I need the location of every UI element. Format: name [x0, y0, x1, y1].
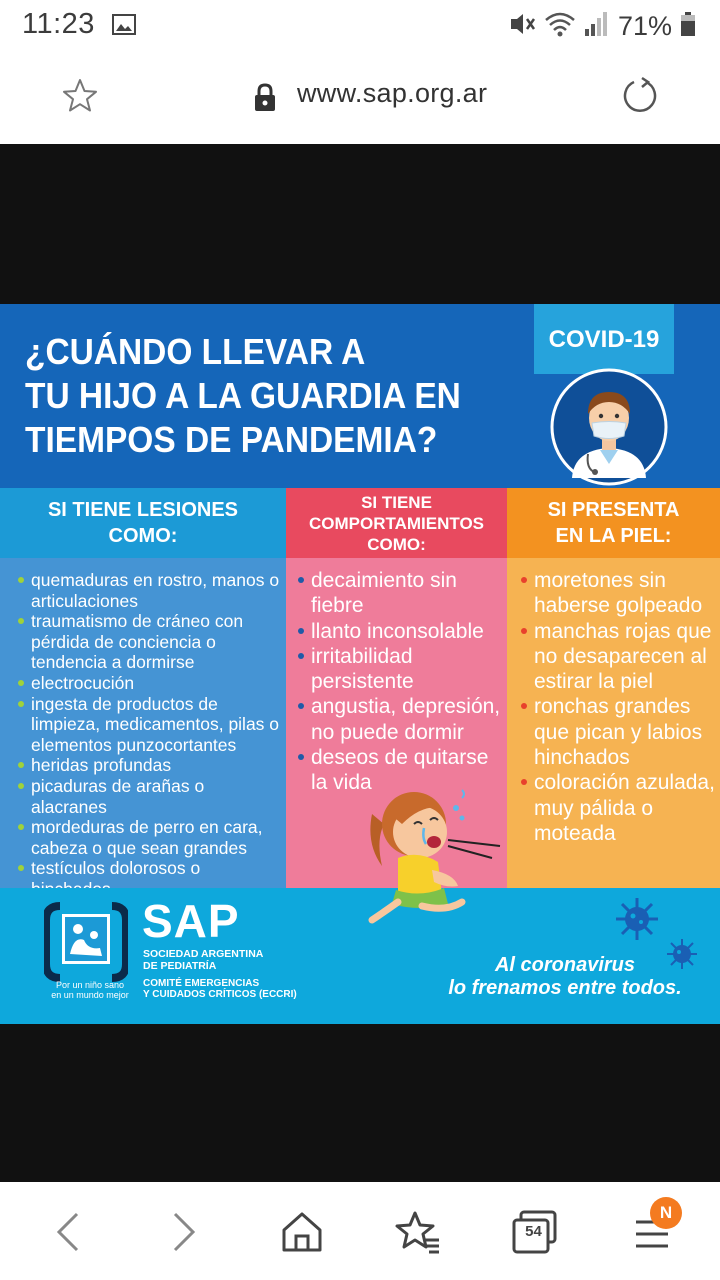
list-item: moretones sin haberse golpeado: [521, 568, 716, 619]
battery-percent: 71%: [617, 10, 672, 41]
org-line: DE PEDIATRÍA: [143, 960, 217, 972]
list-item: ronchas grandes que pican y labios hinchados: [521, 694, 716, 770]
page-content[interactable]: [0, 144, 720, 1182]
battery-icon: [680, 11, 696, 42]
list-item: angustia, depresión, no puede dormir: [298, 694, 503, 745]
sap-committee: [143, 978, 297, 1000]
column-heading-comportamientos: [286, 488, 507, 558]
heading-line: COMO:: [367, 534, 426, 554]
infographic-header: [0, 304, 720, 488]
signal-icon: [584, 11, 608, 42]
heading-line: SI TIENE LESIONES: [47, 499, 239, 521]
notification-badge: N: [650, 1197, 682, 1229]
motto-line: en un mundo mejor: [51, 990, 129, 1000]
forward-icon[interactable]: [160, 1208, 208, 1256]
status-icons: [508, 10, 696, 42]
browser-bottom-nav: [0, 1182, 720, 1280]
status-time: 11:23: [22, 8, 95, 40]
list-comportamientos: [298, 568, 503, 796]
gallery-icon: [112, 14, 136, 35]
list-item: traumatismo de cráneo con pérdida de conciencia o tendencia a dormirse: [18, 611, 282, 673]
infographic-title: [25, 330, 481, 462]
list-item: decaimiento sin fiebre: [298, 568, 503, 619]
tabs-count: 54: [525, 1223, 542, 1240]
list-item: picaduras de arañas o alacranes: [18, 776, 282, 817]
column-heading-piel: [507, 488, 720, 558]
heading-line: SI PRESENTA: [547, 499, 680, 521]
covid-infographic: [0, 304, 720, 1024]
list-item: quemaduras en rostro, manos o articulaciones: [18, 570, 282, 611]
home-icon[interactable]: [278, 1208, 326, 1256]
list-item: mordeduras de perro en cara, cabeza o que sean grandes: [18, 817, 282, 858]
wifi-icon: [544, 11, 576, 42]
committee-line: COMITÉ EMERGENCIAS: [143, 978, 260, 989]
heading-line: COMO:: [108, 525, 178, 547]
bookmarks-icon[interactable]: [394, 1208, 442, 1256]
list-item: manchas rojas que no desaparecen al estirar la piel: [521, 619, 716, 695]
crying-girl-illustration: [362, 774, 512, 924]
list-item: electrocución: [18, 673, 282, 694]
tabs-icon[interactable]: [510, 1208, 558, 1256]
star-icon[interactable]: [60, 76, 100, 116]
slogan-line: Al coronavirus: [494, 954, 636, 976]
covid-badge: COVID-19: [534, 304, 674, 374]
title-line: TU HIJO A LA GUARDIA EN: [25, 375, 461, 416]
list-item: ingesta de productos de limpieza, medicamentos, pilas o elementos punzocortantes: [18, 694, 282, 756]
heading-line: COMPORTAMIENTOS: [308, 513, 485, 533]
list-item: irritabilidad persistente: [298, 644, 503, 695]
heading-line: EN LA PIEL:: [555, 525, 672, 547]
status-bar: [0, 0, 720, 52]
browser-url-bar: [0, 52, 720, 144]
title-line: ¿CUÁNDO LLEVAR A: [25, 331, 366, 372]
sap-motto: [40, 980, 140, 1000]
title-line: TIEMPOS DE PANDEMIA?: [25, 419, 438, 460]
list-item: deseos de quitarse la vida: [298, 745, 503, 796]
heading-line: SI TIENE: [361, 492, 432, 512]
doctor-illustration: [550, 368, 668, 486]
sap-name: SAP: [142, 895, 240, 947]
list-piel: [521, 568, 716, 846]
slogan-line: lo frenamos entre todos.: [448, 977, 682, 999]
url-text[interactable]: www.sap.org.ar: [297, 78, 488, 108]
committee-line: Y CUIDADOS CRÍTICOS (ECCRI): [143, 989, 297, 1000]
org-line: SOCIEDAD ARGENTINA: [143, 948, 264, 960]
back-icon[interactable]: [44, 1208, 92, 1256]
list-item: testículos dolorosos o: [18, 858, 282, 899]
motto-line: Por un niño sano: [55, 980, 125, 990]
list-item: coloración azulada, muy pálida o moteada: [521, 770, 716, 846]
virus-icon: [614, 896, 660, 942]
column-heading-lesiones: [0, 488, 286, 558]
slogan: [440, 954, 690, 1000]
reload-icon[interactable]: [620, 76, 660, 116]
sap-logo-icon: [44, 902, 128, 982]
list-item: heridas profundas: [18, 755, 282, 776]
sap-org-name: [143, 948, 263, 972]
list-item: llanto inconsolable: [298, 619, 503, 644]
infographic-footer: [0, 888, 720, 1024]
mute-vibrate-icon: [508, 11, 536, 42]
lock-icon: [252, 82, 278, 112]
list-lesiones: [18, 570, 282, 900]
